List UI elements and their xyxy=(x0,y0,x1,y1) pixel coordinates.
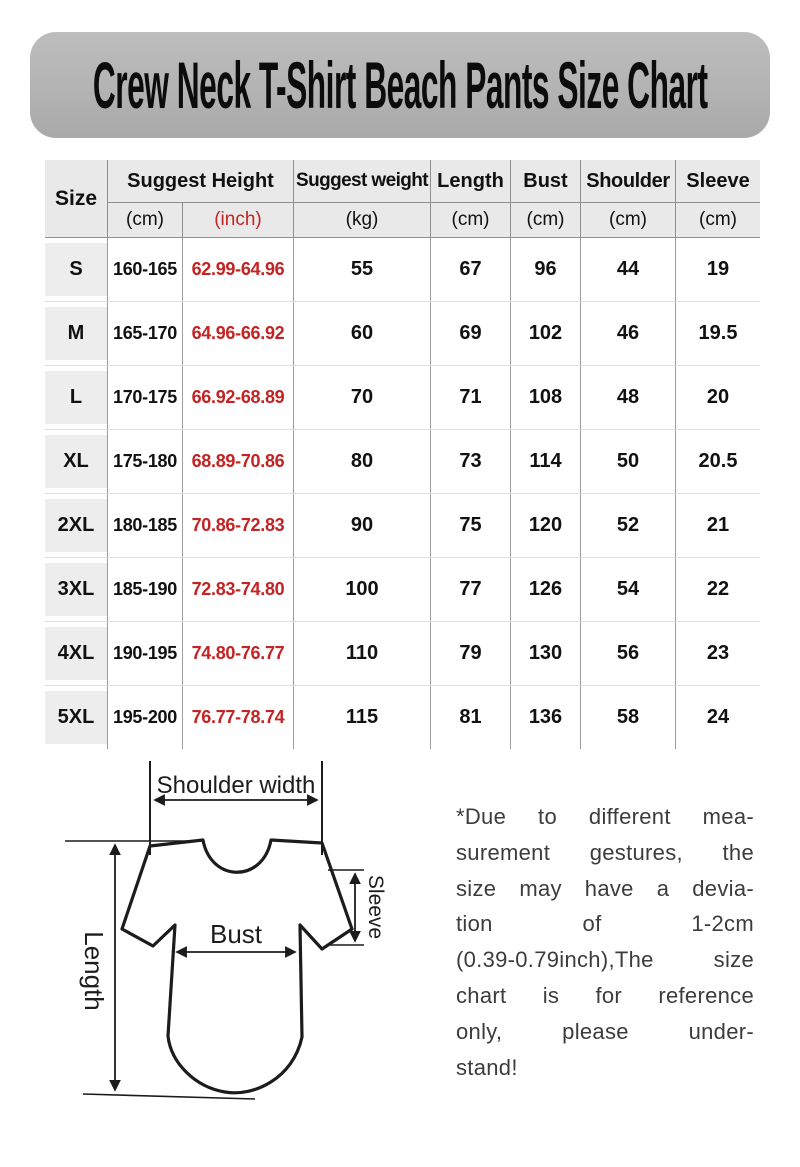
col-header-sleeve: Sleeve xyxy=(675,160,760,203)
size-cell xyxy=(45,686,107,749)
value-cell: 90 xyxy=(293,494,430,557)
col-header-length: Length xyxy=(430,160,510,203)
value-cell: 55 xyxy=(293,238,430,301)
table-row xyxy=(45,558,760,622)
sleeve-label: Sleeve xyxy=(364,874,387,940)
value-cell: 77 xyxy=(430,558,510,621)
col-header-suggest-weight: Suggest weight xyxy=(293,160,430,203)
value-cell: 114 xyxy=(510,430,580,493)
value-cell: 62.99-64.96 xyxy=(182,238,293,301)
value-cell: 96 xyxy=(510,238,580,301)
length-guide-bottom xyxy=(83,1094,255,1099)
value-cell: 52 xyxy=(580,494,675,557)
value-cell: 54 xyxy=(580,558,675,621)
value-cell: 56 xyxy=(580,622,675,685)
note-line: size may have a devia- xyxy=(456,875,754,901)
note-line: only, please under- xyxy=(456,1018,754,1044)
table-row xyxy=(45,430,760,494)
value-cell: 72.83-74.80 xyxy=(182,558,293,621)
note-line: (0.39-0.79inch),The size xyxy=(456,947,754,973)
table-row xyxy=(45,238,760,302)
unit-bust-cm: (cm) xyxy=(510,203,580,237)
value-cell: 170-175 xyxy=(107,366,182,429)
size-cell xyxy=(45,366,107,429)
value-cell: 58 xyxy=(580,686,675,749)
table-row xyxy=(45,366,760,430)
tshirt-outline xyxy=(122,840,352,1093)
size-chip: L xyxy=(45,371,107,424)
value-cell: 20 xyxy=(675,366,760,429)
unit-length-cm: (cm) xyxy=(430,203,510,237)
value-cell: 180-185 xyxy=(107,494,182,557)
tshirt-measurement-diagram xyxy=(55,753,400,1118)
value-cell: 48 xyxy=(580,366,675,429)
col-header-bust: Bust xyxy=(510,160,580,203)
value-cell: 115 xyxy=(293,686,430,749)
value-cell: 185-190 xyxy=(107,558,182,621)
disclaimer-note xyxy=(456,799,754,1085)
size-chip: M xyxy=(45,307,107,360)
value-cell: 165-170 xyxy=(107,302,182,365)
col-header-shoulder: Shoulder xyxy=(580,160,675,203)
value-cell: 70.86-72.83 xyxy=(182,494,293,557)
size-cell xyxy=(45,494,107,557)
unit-height-cm: (cm) xyxy=(107,203,182,237)
value-cell: 60 xyxy=(293,302,430,365)
col-header-suggest-height: Suggest Height xyxy=(107,160,293,203)
size-chip: 3XL xyxy=(45,563,107,616)
value-cell: 67 xyxy=(430,238,510,301)
size-table-body xyxy=(45,238,760,749)
note-line: tion of 1-2cm xyxy=(456,911,754,937)
note-line: *Due to different mea- xyxy=(456,804,754,829)
value-cell: 68.89-70.86 xyxy=(182,430,293,493)
value-cell: 81 xyxy=(430,686,510,749)
title-banner xyxy=(30,32,770,138)
value-cell: 126 xyxy=(510,558,580,621)
size-cell xyxy=(45,558,107,621)
table-row xyxy=(45,686,760,749)
table-row xyxy=(45,302,760,366)
page-title: Crew Neck T-Shirt Beach Pants Size Chart xyxy=(92,48,708,122)
value-cell: 19 xyxy=(675,238,760,301)
value-cell: 74.80-76.77 xyxy=(182,622,293,685)
value-cell: 136 xyxy=(510,686,580,749)
bust-label: Bust xyxy=(209,919,263,949)
value-cell: 75 xyxy=(430,494,510,557)
value-cell: 23 xyxy=(675,622,760,685)
size-cell xyxy=(45,238,107,301)
value-cell: 21 xyxy=(675,494,760,557)
value-cell: 70 xyxy=(293,366,430,429)
size-chip: 4XL xyxy=(45,627,107,680)
value-cell: 175-180 xyxy=(107,430,182,493)
value-cell: 71 xyxy=(430,366,510,429)
table-row xyxy=(45,494,760,558)
size-cell xyxy=(45,302,107,365)
size-cell xyxy=(45,430,107,493)
note-line: surement gestures, the xyxy=(456,839,754,865)
size-table-header xyxy=(45,160,760,238)
value-cell: 102 xyxy=(510,302,580,365)
value-cell: 46 xyxy=(580,302,675,365)
value-cell: 19.5 xyxy=(675,302,760,365)
length-label: Length xyxy=(79,931,109,1011)
unit-weight-kg: (kg) xyxy=(293,203,430,237)
value-cell: 24 xyxy=(675,686,760,749)
value-cell: 44 xyxy=(580,238,675,301)
size-chip: XL xyxy=(45,435,107,488)
unit-sleeve-cm: (cm) xyxy=(675,203,760,237)
value-cell: 100 xyxy=(293,558,430,621)
size-chip: S xyxy=(45,243,107,296)
unit-height-inch: (inch) xyxy=(182,203,293,237)
col-header-size: Size xyxy=(54,186,98,210)
size-cell xyxy=(45,622,107,685)
value-cell: 73 xyxy=(430,430,510,493)
note-line: stand! xyxy=(456,1054,518,1080)
value-cell: 79 xyxy=(430,622,510,685)
size-chip: 2XL xyxy=(45,499,107,552)
table-row xyxy=(45,622,760,686)
value-cell: 160-165 xyxy=(107,238,182,301)
value-cell: 120 xyxy=(510,494,580,557)
value-cell: 130 xyxy=(510,622,580,685)
value-cell: 64.96-66.92 xyxy=(182,302,293,365)
value-cell: 190-195 xyxy=(107,622,182,685)
value-cell: 66.92-68.89 xyxy=(182,366,293,429)
value-cell: 108 xyxy=(510,366,580,429)
value-cell: 69 xyxy=(430,302,510,365)
note-line: chart is for reference xyxy=(456,982,754,1008)
value-cell: 195-200 xyxy=(107,686,182,749)
value-cell: 110 xyxy=(293,622,430,685)
value-cell: 20.5 xyxy=(675,430,760,493)
value-cell: 50 xyxy=(580,430,675,493)
size-table xyxy=(45,160,760,749)
size-chip: 5XL xyxy=(45,691,107,744)
value-cell: 76.77-78.74 xyxy=(182,686,293,749)
value-cell: 22 xyxy=(675,558,760,621)
unit-shoulder-cm: (cm) xyxy=(580,203,675,237)
value-cell: 80 xyxy=(293,430,430,493)
shoulder-width-label: Shoulder width xyxy=(156,772,316,799)
